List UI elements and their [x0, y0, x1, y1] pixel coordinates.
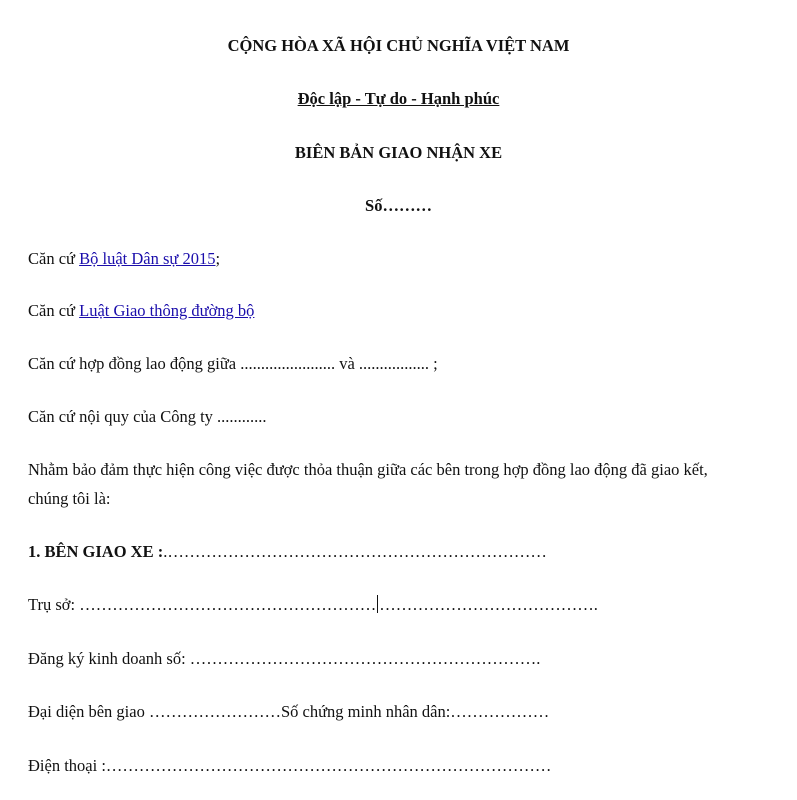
basis-traffic-law	[28, 301, 254, 321]
office-dots-part: ………………………………….	[379, 595, 598, 614]
phone-field[interactable]: Điện thoại :………………………………………………………………………	[28, 756, 552, 775]
basis-suffix: ;	[215, 249, 221, 268]
business-registration-field[interactable]: Đăng ký kinh doanh số: ……………………………………………………….	[28, 649, 541, 668]
representative-field[interactable]: Đại diện bên giao ……………………Số chứng minh nhân dân:………………	[28, 702, 550, 721]
traffic-law-link[interactable]: Luật Giao thông đường bộ	[79, 301, 255, 320]
basis-civil-code	[28, 249, 220, 269]
document-title: BIÊN BẢN GIAO NHẬN XE	[294, 143, 503, 162]
basis-prefix: Căn cứ	[28, 301, 80, 320]
motto-heading: Độc lập - Tự do - Hạnh phúc	[297, 89, 500, 108]
office-label-part: Trụ sở: ………………………………………………	[28, 595, 377, 614]
basis-labor-contract: Căn cứ hợp đồng lao động giữa ....................... và ................. ;	[28, 354, 438, 373]
section-1-heading	[28, 542, 547, 562]
civil-code-link[interactable]: Bộ luật Dân sự 2015	[79, 249, 216, 268]
basis-company-rules: Căn cứ nội quy của Công ty ............	[28, 407, 267, 426]
purpose-line-2: chúng tôi là:	[28, 489, 111, 508]
office-field[interactable]	[28, 595, 598, 615]
section-1-dots: .……………………………………………………………	[163, 542, 547, 561]
purpose-line-1: Nhằm bảo đảm thực hiện công việc được thỏa thuận giữa các bên trong hợp đồng lao động đã giao kết,	[28, 460, 708, 479]
country-heading: CỘNG HÒA XÃ HỘI CHỦ NGHĨA VIỆT NAM	[227, 36, 570, 55]
basis-prefix: Căn cứ	[28, 249, 80, 268]
section-1-label: 1. BÊN GIAO XE :	[28, 542, 164, 561]
document-number: Số………	[365, 196, 432, 215]
